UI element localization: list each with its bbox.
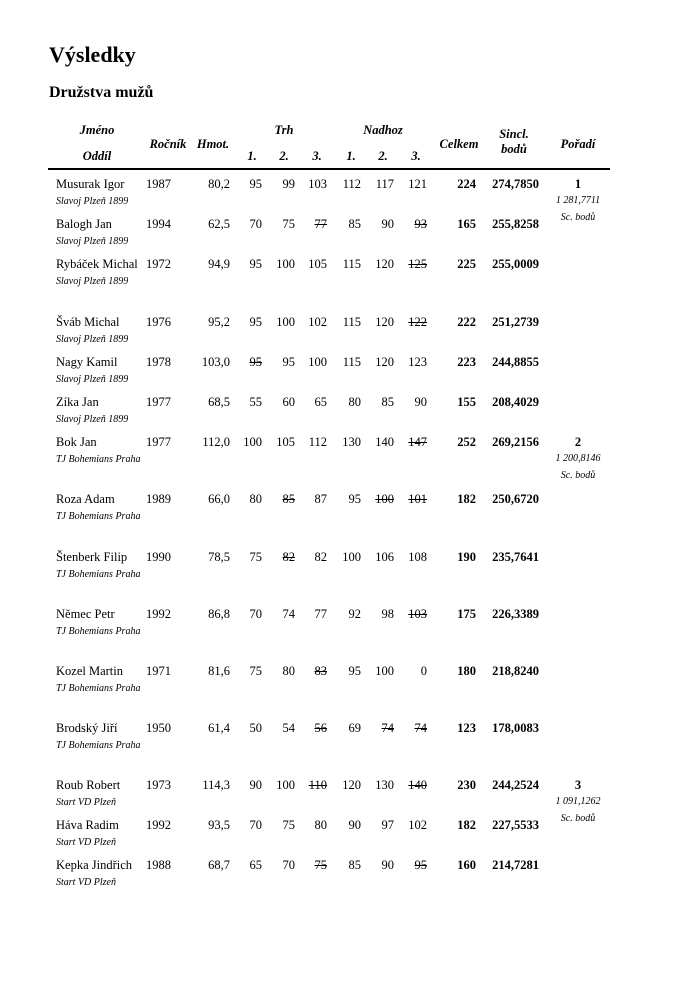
header-snatch-1: 1. <box>247 149 257 163</box>
clean-jerk-attempt-1: 90 <box>348 818 361 832</box>
header-snatch-2: 2. <box>279 149 289 163</box>
athlete-name: Bok Jan <box>56 435 97 449</box>
snatch-attempt-1: 95 <box>249 315 262 329</box>
snatch-attempt-1: 70 <box>249 607 262 621</box>
clean-jerk-attempt-3: 140 <box>408 778 427 792</box>
snatch-attempt-3: 77 <box>314 607 327 621</box>
table-row <box>48 811 610 851</box>
sinclair-points: 244,2524 <box>492 778 539 792</box>
team-rank-unit: Sc. bodů <box>560 813 596 824</box>
athlete-cell <box>56 549 146 583</box>
table-row <box>48 714 610 771</box>
header-snatch-3: 3. <box>312 149 322 163</box>
snatch-attempt-1: 95 <box>249 355 262 369</box>
athlete-cell <box>56 314 146 348</box>
snatch-attempt-3: 110 <box>308 778 327 792</box>
clean-jerk-attempt-1: 69 <box>348 721 361 735</box>
clean-jerk-attempt-1: 92 <box>348 607 361 621</box>
athlete-cell <box>56 434 146 468</box>
sinclair-points: 244,8855 <box>492 355 539 369</box>
header-cj-2: 2. <box>378 149 388 163</box>
total: 180 <box>457 664 476 678</box>
total: 252 <box>457 435 476 449</box>
clean-jerk-attempt-2: 130 <box>375 778 394 792</box>
snatch-attempt-2: 80 <box>282 664 295 678</box>
athlete-cell <box>56 817 146 851</box>
athlete-name: Kozel Martin <box>56 664 123 678</box>
clean-jerk-attempt-1: 120 <box>342 778 361 792</box>
birth-year: 1977 <box>146 435 171 449</box>
athlete-name: Brodský Jiří <box>56 721 118 735</box>
table-row <box>48 348 610 388</box>
snatch-attempt-3: 112 <box>308 435 327 449</box>
clean-jerk-attempt-3: 108 <box>408 550 427 564</box>
athlete-club: TJ Bohemians Praha <box>56 454 141 465</box>
athlete-club: TJ Bohemians Praha <box>56 740 141 751</box>
snatch-attempt-1: 75 <box>249 664 262 678</box>
clean-jerk-attempt-2: 100 <box>375 492 394 506</box>
athlete-cell <box>56 491 146 525</box>
birth-year: 1987 <box>146 177 171 191</box>
clean-jerk-attempt-2: 98 <box>381 607 394 621</box>
body-weight: 66,0 <box>208 492 230 506</box>
snatch-attempt-1: 100 <box>243 435 262 449</box>
table-row <box>48 657 610 714</box>
athlete-name: Němec Petr <box>56 607 115 621</box>
athlete-cell <box>56 777 146 811</box>
clean-jerk-attempt-1: 115 <box>342 257 361 271</box>
clean-jerk-attempt-2: 140 <box>375 435 394 449</box>
birth-year: 1990 <box>146 550 171 564</box>
sinclair-points: 178,0083 <box>492 721 539 735</box>
table-row <box>48 388 610 428</box>
athlete-club: TJ Bohemians Praha <box>56 683 141 694</box>
snatch-attempt-2: 74 <box>282 607 295 621</box>
athlete-cell <box>56 394 146 428</box>
snatch-attempt-2: 82 <box>282 550 295 564</box>
clean-jerk-attempt-1: 115 <box>342 315 361 329</box>
table-row <box>48 308 610 348</box>
birth-year: 1992 <box>146 607 171 621</box>
snatch-attempt-3: 105 <box>308 257 327 271</box>
snatch-attempt-1: 95 <box>249 257 262 271</box>
snatch-attempt-3: 87 <box>314 492 327 506</box>
snatch-attempt-1: 55 <box>249 395 262 409</box>
snatch-attempt-1: 50 <box>249 721 262 735</box>
athlete-cell <box>56 857 146 891</box>
birth-year: 1973 <box>146 778 171 792</box>
table-row <box>48 428 610 485</box>
sinclair-points: 214,7281 <box>492 858 539 872</box>
athlete-cell <box>56 720 146 754</box>
total: 165 <box>457 217 476 231</box>
body-weight: 114,3 <box>202 778 230 792</box>
clean-jerk-attempt-1: 95 <box>348 492 361 506</box>
athlete-club: Slavoj Plzeň 1899 <box>56 334 129 345</box>
team-rank-number: 1 <box>574 177 582 191</box>
snatch-attempt-2: 75 <box>282 818 295 832</box>
header-total: Celkem <box>439 137 479 151</box>
snatch-attempt-2: 105 <box>276 435 295 449</box>
clean-jerk-attempt-3: 122 <box>408 315 427 329</box>
athlete-cell <box>56 216 146 250</box>
team-rank-points: 1 281,7711 <box>555 195 601 206</box>
snatch-attempt-1: 70 <box>249 217 262 231</box>
table-row <box>48 210 610 250</box>
athlete-name: Musurak Igor <box>56 177 125 191</box>
body-weight: 86,8 <box>208 607 230 621</box>
body-weight: 78,5 <box>208 550 230 564</box>
snatch-attempt-3: 65 <box>314 395 327 409</box>
header-club: Oddíl <box>82 149 112 163</box>
athlete-club: Start VD Plzeň <box>56 837 116 848</box>
header-rank: Pořadí <box>560 137 596 151</box>
birth-year: 1976 <box>146 315 171 329</box>
clean-jerk-attempt-1: 95 <box>348 664 361 678</box>
clean-jerk-attempt-1: 100 <box>342 550 361 564</box>
header-cj-3: 3. <box>411 149 421 163</box>
athlete-name: Roza Adam <box>56 492 115 506</box>
athlete-club: TJ Bohemians Praha <box>56 511 141 522</box>
snatch-attempt-2: 100 <box>276 315 295 329</box>
clean-jerk-attempt-3: 123 <box>408 355 427 369</box>
sinclair-points: 269,2156 <box>492 435 539 449</box>
sinclair-points: 255,8258 <box>492 217 539 231</box>
sinclair-points: 255,0009 <box>492 257 539 271</box>
athlete-club: Slavoj Plzeň 1899 <box>56 276 129 287</box>
athlete-club: TJ Bohemians Praha <box>56 569 141 580</box>
sinclair-points: 227,5533 <box>492 818 539 832</box>
snatch-attempt-2: 75 <box>282 217 295 231</box>
clean-jerk-attempt-1: 80 <box>348 395 361 409</box>
birth-year: 1950 <box>146 721 171 735</box>
birth-year: 1988 <box>146 858 171 872</box>
snatch-attempt-1: 70 <box>249 818 262 832</box>
birth-year: 1977 <box>146 395 171 409</box>
section-title: Družstva mužů <box>49 84 154 101</box>
athlete-cell <box>56 663 146 697</box>
snatch-attempt-3: 82 <box>314 550 327 564</box>
clean-jerk-attempt-3: 0 <box>420 664 427 678</box>
team-rank <box>546 434 610 484</box>
athlete-cell <box>56 354 146 388</box>
snatch-attempt-2: 100 <box>276 257 295 271</box>
table-header <box>48 120 610 170</box>
total: 123 <box>457 721 476 735</box>
body-weight: 68,5 <box>208 395 230 409</box>
total: 182 <box>457 818 476 832</box>
body-weight: 112,0 <box>202 435 230 449</box>
body-weight: 103,0 <box>201 355 230 369</box>
clean-jerk-attempt-3: 147 <box>408 435 427 449</box>
snatch-attempt-1: 90 <box>249 778 262 792</box>
clean-jerk-attempt-1: 115 <box>342 355 361 369</box>
body-weight: 80,2 <box>208 177 230 191</box>
birth-year: 1971 <box>146 664 171 678</box>
table-row <box>48 600 610 657</box>
clean-jerk-attempt-3: 125 <box>408 257 427 271</box>
athlete-name: Roub Robert <box>56 778 121 792</box>
clean-jerk-attempt-3: 101 <box>408 492 427 506</box>
clean-jerk-attempt-3: 95 <box>414 858 427 872</box>
clean-jerk-attempt-3: 103 <box>408 607 427 621</box>
birth-year: 1972 <box>146 257 171 271</box>
total: 230 <box>457 778 476 792</box>
team-rank-points: 1 091,1262 <box>555 796 601 807</box>
table-row <box>48 250 610 308</box>
page-title: Výsledky <box>49 42 136 67</box>
clean-jerk-attempt-3: 102 <box>408 818 427 832</box>
body-weight: 61,4 <box>208 721 230 735</box>
sinclair-points: 235,7641 <box>492 550 539 564</box>
birth-year: 1992 <box>146 818 171 832</box>
snatch-attempt-3: 56 <box>314 721 327 735</box>
body-weight: 81,6 <box>208 664 230 678</box>
clean-jerk-attempt-1: 112 <box>342 177 361 191</box>
snatch-attempt-2: 85 <box>282 492 295 506</box>
clean-jerk-attempt-2: 74 <box>381 721 394 735</box>
clean-jerk-attempt-3: 93 <box>414 217 427 231</box>
clean-jerk-attempt-2: 85 <box>381 395 394 409</box>
clean-jerk-attempt-3: 121 <box>408 177 427 191</box>
athlete-club: Slavoj Plzeň 1899 <box>56 236 129 247</box>
body-weight: 93,5 <box>208 818 230 832</box>
snatch-attempt-1: 80 <box>249 492 262 506</box>
sinclair-points: 274,7850 <box>492 177 539 191</box>
athlete-name: Háva Radim <box>56 818 119 832</box>
snatch-attempt-3: 103 <box>308 177 327 191</box>
snatch-attempt-3: 83 <box>314 664 327 678</box>
table-row <box>48 771 610 824</box>
clean-jerk-attempt-3: 90 <box>414 395 427 409</box>
athlete-club: TJ Bohemians Praha <box>56 626 141 637</box>
snatch-attempt-2: 70 <box>282 858 295 872</box>
snatch-attempt-3: 80 <box>314 818 327 832</box>
team-rank-points: 1 200,8146 <box>555 453 601 464</box>
header-snatch: Trh <box>274 123 294 137</box>
clean-jerk-attempt-1: 130 <box>342 435 361 449</box>
clean-jerk-attempt-2: 106 <box>375 550 394 564</box>
table-row <box>48 851 610 909</box>
snatch-attempt-1: 75 <box>249 550 262 564</box>
athlete-cell <box>56 256 146 290</box>
athlete-club: Start VD Plzeň <box>56 797 116 808</box>
snatch-attempt-3: 102 <box>308 315 327 329</box>
clean-jerk-attempt-2: 120 <box>375 355 394 369</box>
athlete-club: Slavoj Plzeň 1899 <box>56 374 129 385</box>
results-table <box>48 120 610 909</box>
team-rank-number: 2 <box>574 435 582 449</box>
athlete-name: Zíka Jan <box>56 395 99 409</box>
sinclair-points: 251,2739 <box>492 315 539 329</box>
total: 223 <box>457 355 476 369</box>
table-row <box>48 485 610 543</box>
clean-jerk-attempt-2: 120 <box>375 257 394 271</box>
sinclair-points: 208,4029 <box>492 395 539 409</box>
athlete-name: Balogh Jan <box>56 217 112 231</box>
body-weight: 62,5 <box>208 217 230 231</box>
sinclair-points: 226,3389 <box>492 607 539 621</box>
birth-year: 1978 <box>146 355 171 369</box>
table-body <box>48 170 610 909</box>
total: 155 <box>457 395 476 409</box>
total: 224 <box>457 177 476 191</box>
clean-jerk-attempt-1: 85 <box>348 217 361 231</box>
snatch-attempt-1: 95 <box>249 177 262 191</box>
athlete-name: Nagy Kamil <box>56 355 118 369</box>
athlete-name: Kepka Jindřich <box>56 858 133 872</box>
body-weight: 95,2 <box>208 315 230 329</box>
header-weight: Hmot. <box>196 137 230 151</box>
total: 175 <box>457 607 476 621</box>
team-rank-unit: Sc. bodů <box>560 212 596 223</box>
clean-jerk-attempt-2: 90 <box>381 217 394 231</box>
birth-year: 1994 <box>146 217 171 231</box>
athlete-club: Slavoj Plzeň 1899 <box>56 414 129 425</box>
snatch-attempt-1: 65 <box>249 858 262 872</box>
athlete-club: Slavoj Plzeň 1899 <box>56 196 129 207</box>
clean-jerk-attempt-2: 97 <box>381 818 394 832</box>
header-clean-jerk: Nadhoz <box>363 123 403 137</box>
body-weight: 68,7 <box>208 858 230 872</box>
header-sinclair-unit: bodů <box>501 142 527 156</box>
snatch-attempt-2: 54 <box>282 721 295 735</box>
athlete-cell <box>56 606 146 640</box>
birth-year: 1989 <box>146 492 171 506</box>
header-year: Ročník <box>149 137 187 151</box>
clean-jerk-attempt-1: 85 <box>348 858 361 872</box>
total: 222 <box>457 315 476 329</box>
athlete-club: Start VD Plzeň <box>56 877 116 888</box>
total: 190 <box>457 550 476 564</box>
header-name: Jméno <box>79 123 115 137</box>
header-sinclair: Sincl. <box>499 127 529 141</box>
table-row <box>48 543 610 600</box>
clean-jerk-attempt-2: 90 <box>381 858 394 872</box>
clean-jerk-attempt-2: 100 <box>375 664 394 678</box>
athlete-cell <box>56 176 146 210</box>
athlete-name: Štenberk Filip <box>56 550 128 564</box>
snatch-attempt-2: 99 <box>282 177 295 191</box>
snatch-attempt-2: 95 <box>282 355 295 369</box>
table-row <box>48 170 610 223</box>
snatch-attempt-3: 75 <box>314 858 327 872</box>
sinclair-points: 218,8240 <box>492 664 539 678</box>
clean-jerk-attempt-2: 117 <box>375 177 394 191</box>
snatch-attempt-3: 100 <box>308 355 327 369</box>
clean-jerk-attempt-3: 74 <box>414 721 427 735</box>
header-cj-1: 1. <box>346 149 356 163</box>
sinclair-points: 250,6720 <box>492 492 539 506</box>
total: 160 <box>457 858 476 872</box>
body-weight: 94,9 <box>208 257 230 271</box>
athlete-name: Šváb Michal <box>56 315 120 329</box>
clean-jerk-attempt-2: 120 <box>375 315 394 329</box>
total: 225 <box>457 257 476 271</box>
snatch-attempt-2: 100 <box>276 778 295 792</box>
total: 182 <box>457 492 476 506</box>
team-rank-number: 3 <box>574 778 582 792</box>
athlete-name: Rybáček Michal <box>56 257 138 271</box>
snatch-attempt-3: 77 <box>314 217 327 231</box>
snatch-attempt-2: 60 <box>282 395 295 409</box>
team-rank-unit: Sc. bodů <box>560 470 596 481</box>
